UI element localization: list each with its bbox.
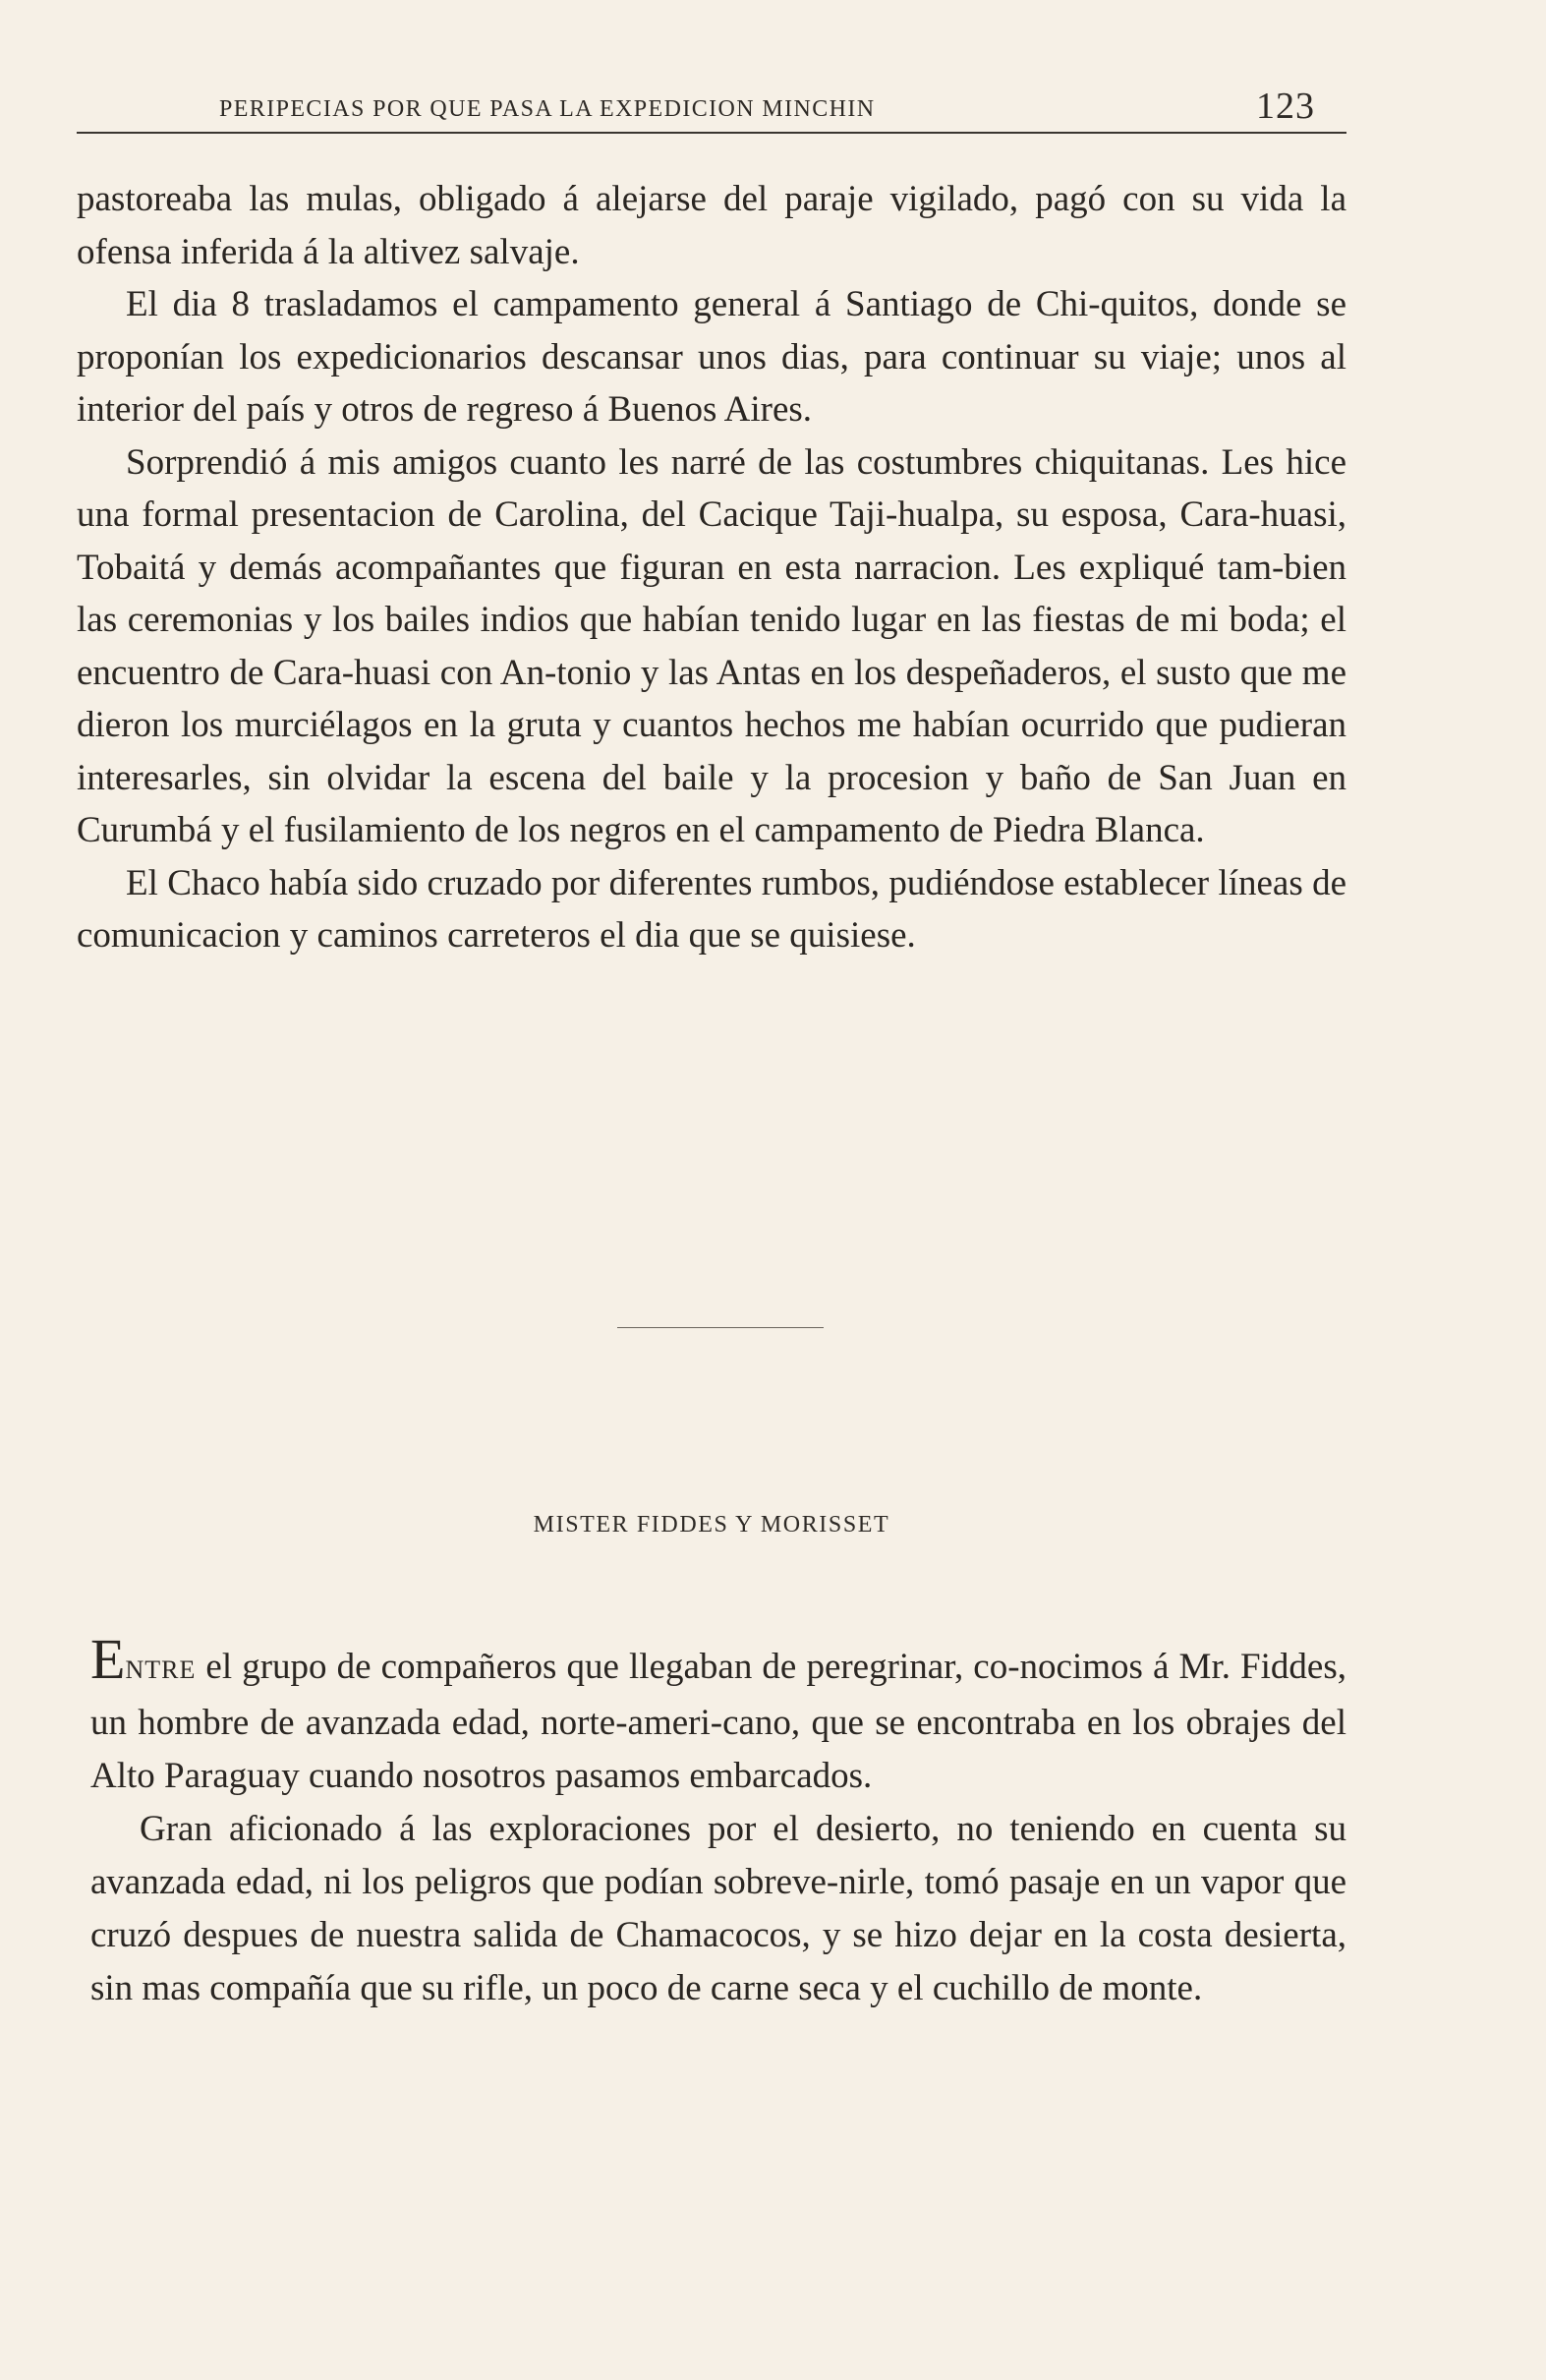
running-header (77, 85, 1346, 134)
lead-small-caps: NTRE (125, 1655, 197, 1684)
paragraph: El dia 8 trasladamos el campamento general á Santiago de Chi-quitos, donde se proponían los expedicionarios descansar unos dias, para continuar su viaje; unos al interior del país y otros de regreso á Buenos Aires. (77, 284, 1346, 430)
book-page (77, 0, 1346, 2380)
paragraph: pastoreaba las mulas, obligado á alejarse del paraje vigilado, pagó con su vida la ofensa inferida á la altivez salvaje. (77, 179, 1346, 272)
paragraph-rest: el grupo de compañeros que llegaban de peregrinar, co-nocimos á Mr. Fiddes, un hombre de avanzada edad, norte-ameri-cano, que se encontraba en los obrajes del Alto Paraguay cuando nosotros pasamos embarcados. (90, 1647, 1346, 1796)
section-text (90, 1627, 1346, 2015)
paragraph: El Chaco había sido cruzado por diferentes rumbos, pudiéndose establecer líneas de comunicacion y caminos carreteros el dia que se quisiese. (77, 862, 1346, 956)
section-paragraph (90, 1627, 1346, 1803)
section-divider (617, 1327, 824, 1328)
page-number: 123 (1256, 86, 1315, 127)
paragraph: Sorprendió á mis amigos cuanto les narré de las costumbres chiquitanas. Les hice una formal presentacion de Carolina, del Cacique Taji-hualpa, su esposa, Cara-huasi, Tobaitá y demás acompañantes que figuran en esta narracion. Les expliqué tam-bien las ceremonias y los bailes indios que habían tenido lugar en las fiestas de mi boda; el encuentro de Cara-huasi con An-tonio y las Antas en los despeñaderos, el susto que me dieron los murciélagos en la gruta y cuantos hechos me habían ocurrido que pudieran interesarles, sin olvidar la escena del baile y la procesion y baño de San Juan en Curumbá y el fusilamiento de los negros en el campamento de Piedra Blanca. (77, 441, 1346, 850)
body-text (77, 173, 1346, 962)
section-paragraph: Gran aficionado á las exploraciones por el desierto, no teniendo en cuenta su avanzada edad, ni los peligros que podían sobreve-nirle, tomó pasaje en un vapor que cruzó despues de nuestra salida de Chamacocos, y se hizo dejar en la costa desierta, sin mas compañía que su rifle, un poco de carne seca y el cuchillo de monte. (90, 1809, 1346, 2008)
header-rule (77, 132, 1346, 134)
section-heading: MISTER FIDDES Y MORISSET (533, 1512, 890, 1538)
drop-initial: E (90, 1627, 126, 1691)
running-title: PERIPECIAS POR QUE PASA LA EXPEDICION MINCHIN (219, 96, 876, 122)
